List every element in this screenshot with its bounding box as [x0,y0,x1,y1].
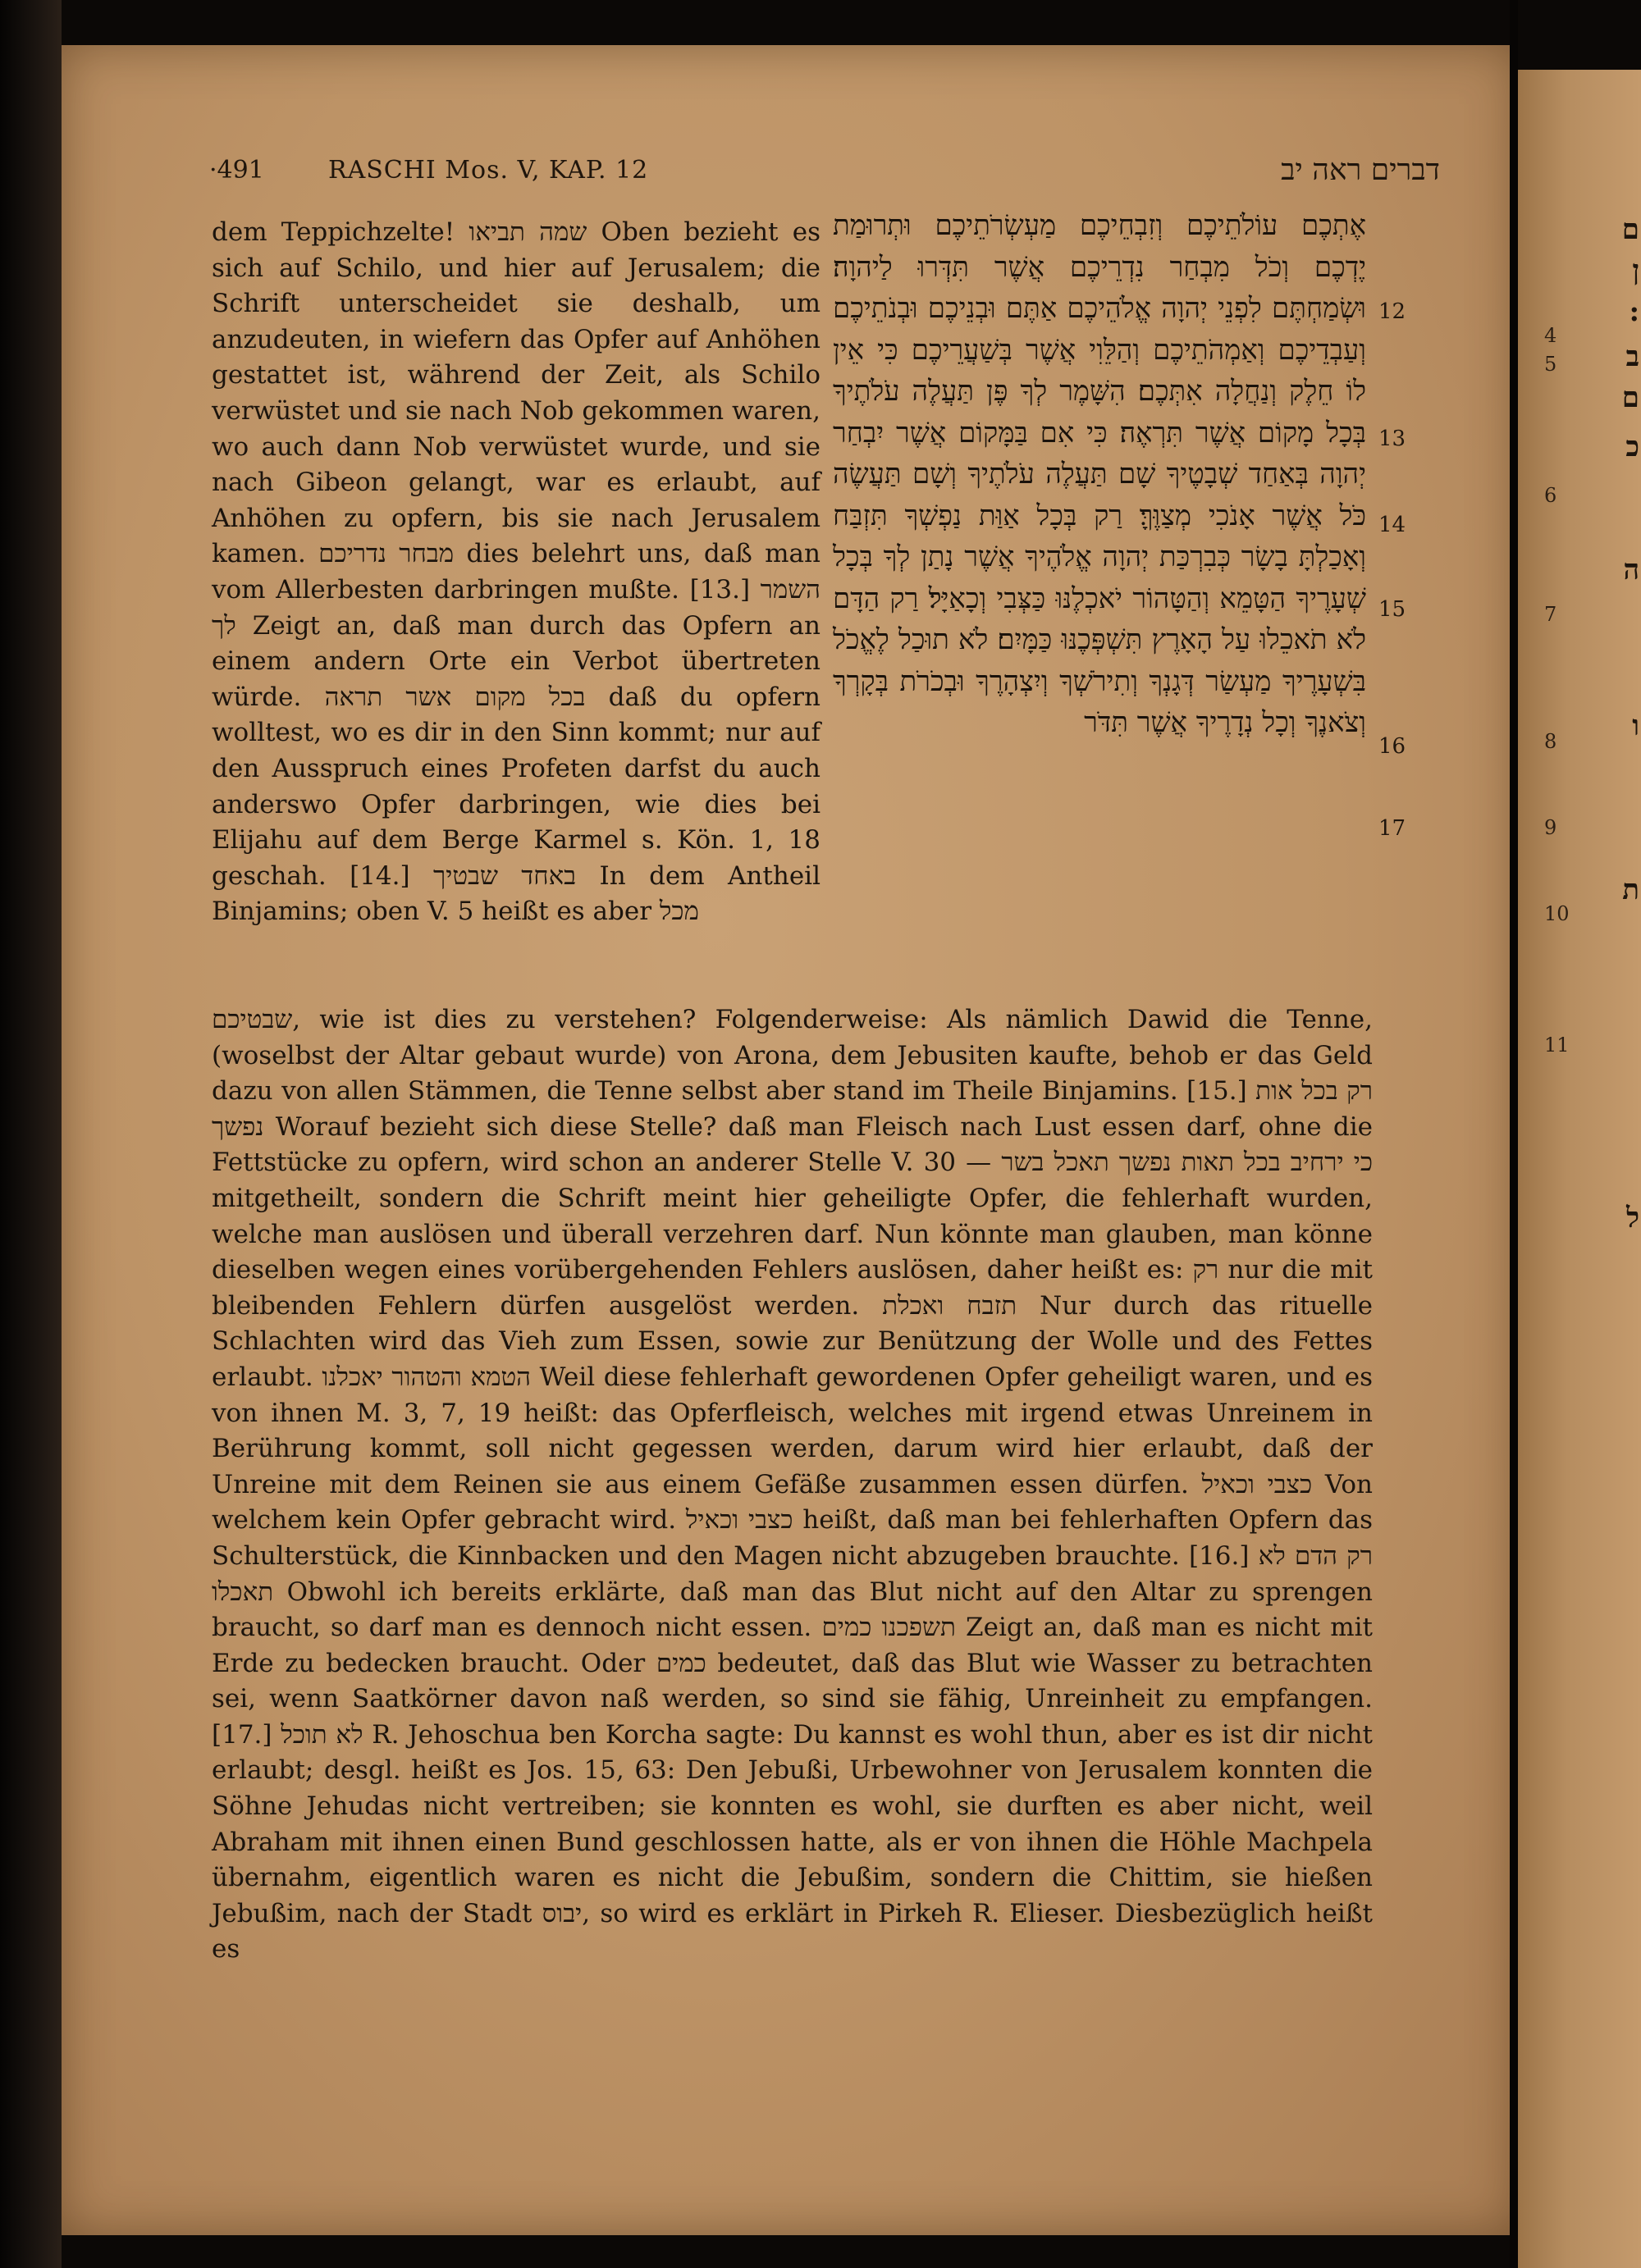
adjacent-fragment: ם [1621,381,1639,414]
adjacent-fragment: ל [1626,1202,1639,1234]
hebrew-running-title: דברים ראה יב [1281,153,1440,187]
adjacent-fragment: כ [1625,431,1639,463]
adjacent-fragment: ן [1632,254,1639,287]
adjacent-verse-number: 7 [1544,603,1557,626]
adjacent-verse-number: 9 [1544,816,1557,839]
verse-number: 17 [1378,816,1406,841]
hebrew-torah-text: אֶתְכֶם עוֹלֹתֵיכֶם וְזִבְחֵיכֶם מַעְשְׂרֹתֵיכֶם וּתְרוּמַת יֶדְכֶם וְכֹל מִבְחַר נִדְרֵיכֶם אֲשֶׁר תִּדְּרוּ לַיהוָה׃ וּשְׂמַחְתֶּם לִפְנֵי יְהוָה אֱלֹהֵיכֶם אַתֶּם וּבְנֵיכֶם וּבְנֹתֵיכֶם וְעַבְדֵיכֶם וְאַמְהֹתֵיכֶם וְהַלֵּוִי אֲשֶׁר בְּשַׁעֲרֵיכֶם כִּי אֵין לוֹ חֵלֶק וְנַחֲלָה אִתְּכֶם׃ הִשָּׁמֶר לְךָ פֶּן תַּעֲלֶה עֹלֹתֶיךָ בְּכָל מָקוֹם אֲשֶׁר תִּרְאֶה׃ כִּי אִם בַּמָּקוֹם אֲשֶׁר יִבְחַר יְהוָה בְּאַחַד שְׁבָטֶיךָ שָׁם תַּעֲלֶה עֹלֹתֶיךָ וְשָׁם תַּעֲשֶׂה כֹּל אֲשֶׁר אָנֹכִי מְצַוֶּךָּ׃ רַק בְּכָל אַוַּת נַפְשְׁךָ תִּזְבַּח וְאָכַלְתָּ בָשָׂר כְּבִרְכַּת יְהוָה אֱלֹהֶיךָ אֲשֶׁר נָתַן לְךָ בְּכָל שְׁעָרֶיךָ הַטָּמֵא וְהַטָּהוֹר יֹאכְלֶנּוּ כַּצְּבִי וְכָאַיָּל׃ רַק הַדָּם לֹא תֹאכֵלוּ עַל הָאָרֶץ תִּשְׁפְּכֶנּוּ כַּמָּיִם׃ לֹא תוּכַל לֶאֱכֹל בִּשְׁעָרֶיךָ מַעְשַׂר דְּגָנְךָ וְתִירֹשְׁךָ וְיִצְהָרֶךָ וּבְכֹרֹת בְּקָרְךָ וְצֹאנֶךָ וְכָל נְדָרֶיךָ אֲשֶׁר תִּדֹּר [833,209,1366,739]
adjacent-verse-number: 8 [1544,730,1557,753]
verse-number: 16 [1378,734,1406,759]
adjacent-verse-number: 10 [1544,902,1570,925]
adjacent-fragment: ה [1623,554,1639,586]
page-gutter [1510,0,1518,2268]
adjacent-verse-number: 5 [1544,353,1557,376]
adjacent-verse-number: 4 [1544,324,1557,347]
page-header [209,153,1440,193]
verse-number: 15 [1378,597,1406,622]
verse-number: 12 [1378,299,1406,324]
page-number: ·491 [209,156,264,185]
verse-number: 13 [1378,427,1406,451]
commentary-full-width: שבטיכם, wie ist dies zu verstehen? Folgenderweise: Als nämlich Dawid die Tenne, (woselbst der Altar gebaut wurde) von Arona, dem Jebusiten kaufte, behob er das Geld dazu von allen Stämmen, die Tenne selbst aber stand im Theile Binjamins. [15.] רק בכל אות נפשך Worauf bezieht sich diese Stelle? daß man Fleisch nach Lust essen darf, ohne die Fettstücke zu opfern, wird schon an anderer Stelle V. 30 — כי ירחיב בכל תאות נפשך תאכל בשר mitgetheilt, sondern die Schrift meint hier geheiligte Opfer, die fehlerhaft wurden, welche man auslösen und überall verzehren darf. Nun könnte man glauben, man könne dieselben wegen eines vorübergehenden Fehlers auslösen, daher heißt es: רק nur die mit bleibenden Fehlern dürfen ausgelöst werden. תזבח ואכלת Nur durch das rituelle Schlachten wird das Vieh zum Essen, sowie zur Benützung der Wolle und des Fettes erlaubt. הטמא והטהור יאכלנו Weil diese fehlerhaft gewordenen Opfer geheiligt waren, und es von ihnen M. 3, 7, 19 heißt: das Opferfleisch, welches mit irgend etwas Unreinem in Berührung kommt, soll nicht gegessen werden, darum wird hier erlaubt, daß der Unreine mit dem Reinen sie aus einem Gefäße zusammen essen dürfen. כצבי וכאיל Von welchem kein Opfer gebracht wird. כצבי וכאיל heißt, daß man bei fehlerhaften Opfern das Schulterstück, die Kinnbacken und den Magen nicht abzugeben brauchte. [16.] רק הדם לא תאכלו Obwohl ich bereits erklärte, daß man das Blut nicht auf den Altar zu sprengen braucht, so darf man es dennoch nicht essen. תשפכנו כמים Zeigt an, daß man es nicht mit Erde zu bedecken braucht. Oder כמים bedeutet, daß das Blut wie Wasser zu betrachten sei, wenn Saatkörner davon naß werden, so sind sie fähig, Unreinheit zu empfangen. [17.] לא תוכל R. Jehoschua ben Korcha sagte: Du kannst es wohl thun, aber es ist dir nicht erlaubt; desgl. heißt es Jos. 15, 63: Den Jebußi, Urbewohner von Jerusalem konnten die Söhne Jehudas nicht vertreiben; sie konnten es wohl, sie durften es aber nicht, weil Abraham mit ihnen einen Bund geschlossen hatte, als er von ihnen die Höhle Machpela übernahm, eigentlich waren es nicht die Jebußim, sondern die Chittim, sie hießen Jebußim, nach der Stadt יבוס, so wird es erklärt in Pirkeh R. Elieser. Diesbezüglich heißt es [212,1005,1374,1965]
adjacent-verse-number: 6 [1544,484,1557,507]
book-spine-shadow [0,0,62,2268]
adjacent-fragment: : [1629,295,1639,328]
adjacent-verse-number: 11 [1544,1034,1570,1056]
commentary-left-column: dem Teppichzelte! שמה תביאו Oben bezieht es sich auf Schilo, und hier auf Jerusalem; die Schrift unterscheidet sie deshalb, um anzudeuten, in wiefern das Opfer auf Anhöhen gestattet ist, während der Zeit, als Schilo verwüstet und sie nach Nob gekommen waren, wo auch dann Nob verwüstet wurde, und sie nach Gibeon gelangt, war es erlaubt, auf Anhöhen zu opfern, bis sie nach Jerusalem kamen. מבחר נדריכם dies belehrt uns, daß man vom Allerbesten darbringen mußte. [13.] השמר לך Zeigt an, daß man durch das Opfern an einem andern Orte ein Verbot übertreten würde. בכל מקום אשר תראה daß du opfern wolltest, wo es dir in den Sinn kommt; nur auf den Ausspruch eines Profeten darfst du auch anderswo Opfer darbringen, wie dies bei Elijahu auf dem Berge Karmel s. Kön. 1, 18 geschah. [14.] באחד שבטיך In dem Antheil Binjamins; oben V. 5 heißt es aber מכל [212,217,820,927]
adjacent-page-edge [1518,70,1641,2268]
verse-number-column [1378,205,1411,1271]
adjacent-fragment: ם [1621,213,1639,246]
verse-number: 14 [1378,513,1406,537]
adjacent-fragment: ו [1632,710,1639,742]
adjacent-fragment: ת [1622,874,1639,906]
running-title: RASCHI Mos. V, KAP. 12 [328,156,649,185]
adjacent-fragment: ב [1625,340,1639,373]
